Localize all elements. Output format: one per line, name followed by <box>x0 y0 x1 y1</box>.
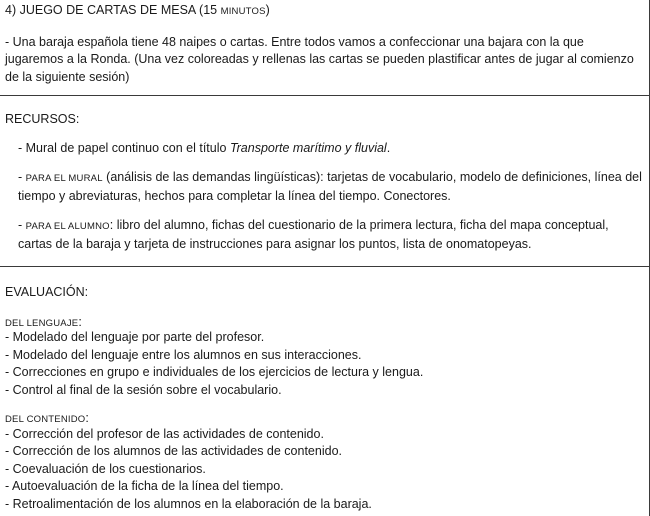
list-item: - Modelado del lenguaje por parte del profesor. <box>5 330 265 344</box>
juego-heading-close: ) <box>265 3 270 17</box>
lenguaje-list <box>5 329 644 399</box>
list-item: - Coevaluación de los cuestionarios. <box>5 461 206 476</box>
juego-heading-minutos: MINUTOS <box>220 6 266 17</box>
list-item: - Retroalimentación de los alumnos en la elaboración de la baraja. <box>5 496 372 511</box>
recursos-section <box>0 111 650 253</box>
mural-suffix: . <box>386 140 391 155</box>
para-alumno-text: : libro del alumno, fichas del cuestionario de la primera lectura, ficha del mapa conceptual, cartas de la baraja y tarjeta de instrucciones para asignar los puntos, lista de onomatopeyas. <box>18 218 609 251</box>
recursos-para-mural <box>5 169 644 205</box>
juego-heading-text: 4) JUEGO DE CARTAS DE MESA ( <box>5 3 204 17</box>
lenguaje-label: DEL LENGUAJE <box>5 317 79 329</box>
recursos-heading: RECURSOS: <box>5 112 80 126</box>
contenido-list <box>5 426 644 514</box>
para-mural-label: PARA EL MURAL <box>25 173 103 184</box>
juego-heading <box>5 2 644 21</box>
list-item: - Correcciones en grupo e individuales de los ejercicios de lectura y lengua. <box>5 365 424 379</box>
para-alumno-label: PARA EL ALUMNO <box>25 221 110 232</box>
list-item: - Modelado del lenguaje entre los alumnos en sus interacciones. <box>5 347 362 362</box>
colon: : <box>85 411 89 425</box>
recursos-mural <box>5 140 644 158</box>
contenido-label: DEL CONTENIDO <box>5 414 86 425</box>
divider-2 <box>0 266 650 267</box>
evaluacion-heading: EVALUACIÓN: <box>5 285 89 299</box>
dash: - <box>18 218 26 232</box>
dash: - <box>18 170 26 184</box>
mural-title: Transporte marítimo y fluvial <box>229 140 387 155</box>
juego-section <box>0 2 650 86</box>
divider-1 <box>0 95 650 96</box>
recursos-para-alumno <box>5 217 644 253</box>
colon: : <box>78 314 82 329</box>
list-item: - Control al final de la sesión sobre el vocabulario. <box>5 382 282 397</box>
list-item: - Autoevaluación de la ficha de la línea del tiempo. <box>5 479 284 493</box>
evaluacion-section <box>0 284 650 513</box>
list-item: - Corrección del profesor de las actividades de contenido. <box>5 426 324 441</box>
juego-text: - Una baraja española tiene 48 naipes o cartas. Entre todos vamos a confeccionar una bajara con la que jugaremos a la Ronda. (Una vez coloreadas y rellenas las cartas se pueden plastificar antes de jugar al comienzo de la siguiente sesión) <box>5 34 634 84</box>
juego-heading-count: 15 <box>203 3 221 17</box>
para-mural-text: (análisis de las demandas lingüísticas): tarjetas de vocabulario, modelo de definiciones, línea del tiempo y abreviaturas, hechos para completar la línea del tiempo. Conectores. <box>18 170 642 203</box>
mural-prefix: - Mural de papel continuo con el título <box>18 140 230 155</box>
list-item: - Corrección de los alumnos de las actividades de contenido. <box>5 444 342 458</box>
